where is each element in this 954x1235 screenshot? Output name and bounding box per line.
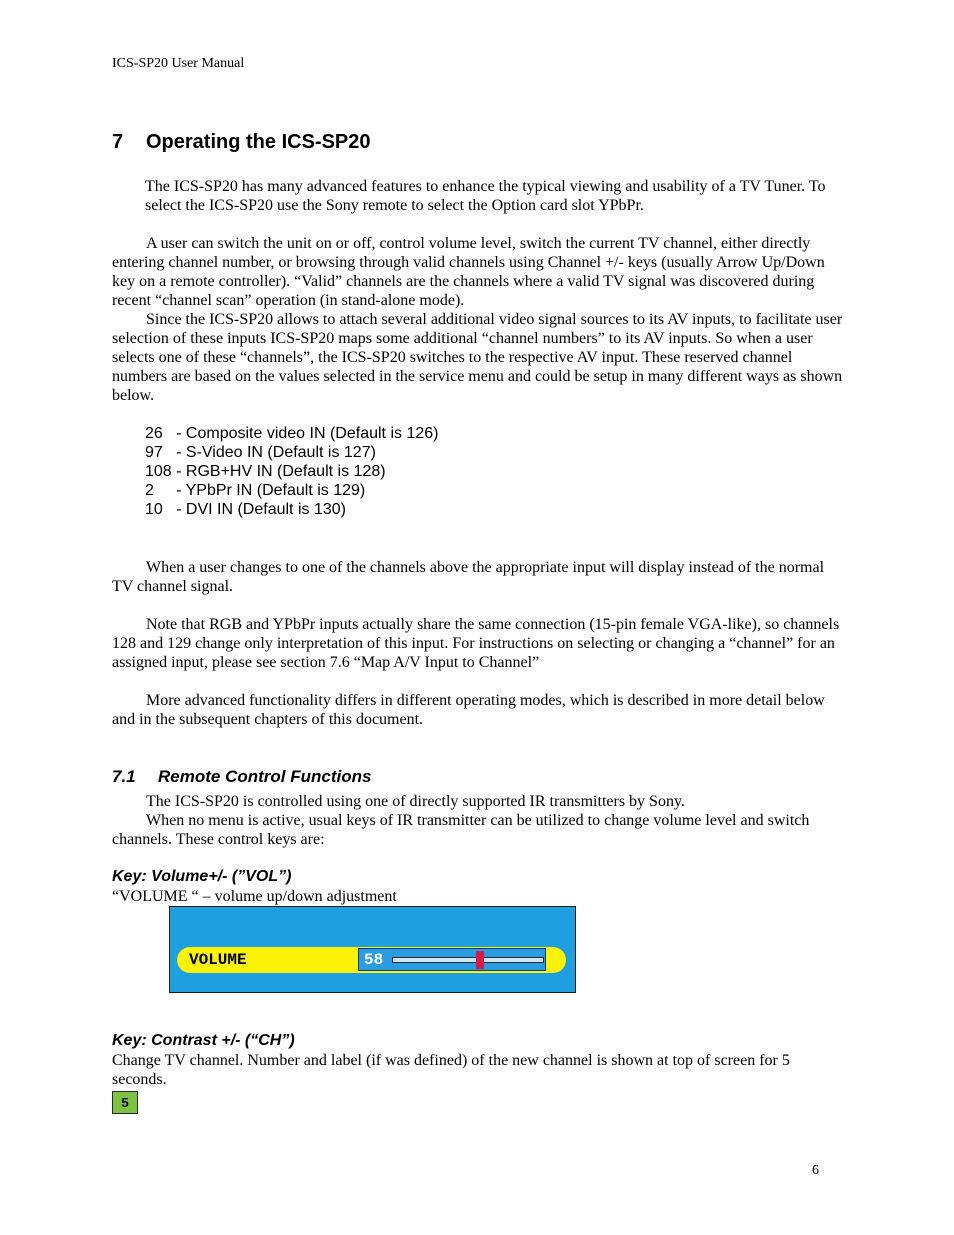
intro-text: The ICS-SP20 has many advanced features to enhance the typical viewing and usability of a TV Tuner. To select the ICS-SP20 use the Sony remote to select the Option card slot YPbPr. [145,178,826,214]
channel-number-badge: 5 [112,1091,138,1114]
list-item: 108 - RGB+HV IN (Default is 128) [145,463,386,480]
volume-osd-screen [169,906,576,993]
list-item: 97 - S-Video IN (Default is 127) [145,444,376,461]
key-contrast-heading: Key: Contrast +/- (“CH”) [112,1032,295,1049]
key-volume-heading: Key: Volume+/- (”VOL”) [112,868,292,885]
change-text: When a user changes to one of the channels above the appropriate input will display instead of the normal TV channel signal. [112,559,825,595]
list-item: 10 - DVI IN (Default is 130) [145,501,346,518]
volume-osd-value-box [358,948,546,971]
note-text: Note that RGB and YPbPr inputs actually share the same connection (15-pin female VGA-like), so channels 128 and 129 change only interpretation of this input. For instructions on selecting or changing a “channel” for an assigned input, please see section 7.6 “Map A/V Input to Channel” [112,616,840,671]
section-title: Operating the ICS-SP20 [146,131,371,153]
subsection-number: 7.1 [112,767,136,786]
volume-slider-thumb [476,951,484,969]
change-paragraph [112,558,847,596]
list-item: 2 - YPbPr IN (Default is 129) [145,482,366,499]
section-number: 7 [112,131,124,153]
intro-paragraph [145,177,847,215]
more-paragraph [112,691,847,729]
key-contrast-text: Change TV channel. Number and label (if was defined) of the new channel is shown at top of screen for 5 seconds. [112,1052,790,1088]
switch-text: A user can switch the unit on or off, control volume level, switch the current TV channel, either directly entering channel number, or browsing through valid channels using Channel +/- keys (usually Arrow Up/Down key on a remote controller). “Valid” channels are the channels where a valid TV signal was discovered during recent “channel scan” operation (in stand-alone mode). [112,235,825,309]
channel-list [145,424,438,519]
switch-paragraph [112,234,847,405]
remote-text-1: The ICS-SP20 is controlled using one of directly supported IR transmitters by Sony. [146,793,685,810]
list-item: 26 - Composite video IN (Default is 126) [145,425,439,442]
running-header: ICS-SP20 User Manual [112,56,245,71]
page-number: 6 [812,1163,819,1178]
note-paragraph [112,615,847,672]
key-contrast-paragraph [112,1051,847,1089]
subsection-title: Remote Control Functions [158,767,372,786]
volume-slider-track [392,957,544,963]
av-text: Since the ICS-SP20 allows to attach several additional video signal sources to its AV inputs, to facilitate user selection of these inputs ICS-SP20 maps some additional “channel numbers” to its AV inputs. So when a user selects one of these “channels”, the ICS-SP20 switches to the respective AV input. These reserved channel numbers are based on the values selected in the service menu and could be setup in many different ways as shown below. [112,311,843,404]
remote-paragraph [112,792,847,849]
volume-osd-label: VOLUME [189,951,247,969]
remote-text-2: When no menu is active, usual keys of IR transmitter can be utilized to change volume level and switch channels. These control keys are: [112,812,810,848]
key-volume-description: “VOLUME “ – volume up/down adjustment [112,888,397,905]
volume-osd-bar [177,947,566,973]
subsection-heading [112,766,371,787]
section-heading [112,130,371,154]
more-text: More advanced functionality differs in different operating modes, which is described in more detail below and in the subsequent chapters of this document. [112,692,825,728]
volume-osd-value: 58 [364,951,384,969]
